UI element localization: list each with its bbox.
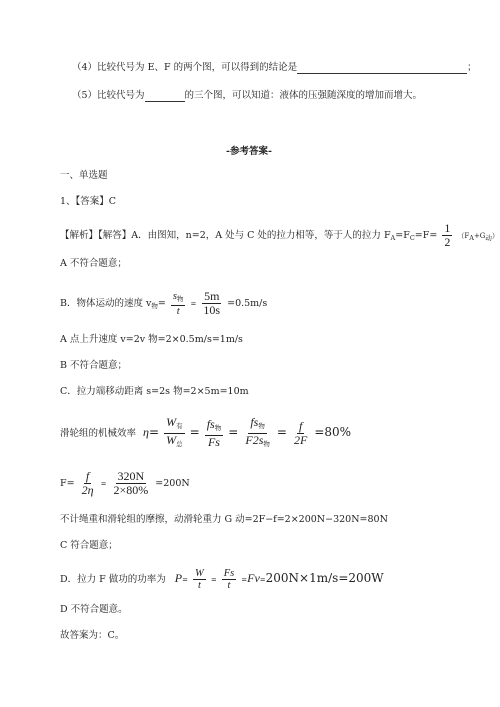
- fraction-fs-Fs: $\frac{fs_物}{Fs}$: [206, 417, 222, 449]
- question-4: （4）比较代号为 E、F 的两个图，可以得到的结论是 ；: [72, 62, 477, 73]
- fraction-320-160: $\frac{320N}{2\times 80\%}$: [113, 469, 149, 497]
- fraction-half: $\frac{1}{2}$: [444, 221, 451, 249]
- c-distance-line: C．拉力端移动距离 s=2s 物=2×5m=10m: [60, 386, 249, 397]
- answer-blank-5[interactable]: [145, 91, 185, 102]
- fraction-w-useful: $\frac{W_有}{W_总}$: [166, 415, 183, 448]
- b-velocity-line: B．物体运动的速度 $v_物=$ $\frac{s_物}{t}$ = $\frac{5m}{10s}$ =0.5m/s: [60, 289, 268, 317]
- fraction-Fs-t: $\frac{Fs}{t}$: [223, 568, 235, 591]
- friction-line: 不计绳重和滑轮组的摩擦，动滑轮重力 G 动=2F−f=2×200N−320N=80N: [60, 514, 388, 525]
- d-not-correct: D 不符合题意。: [60, 604, 128, 615]
- force-line: F= $\frac{f}{2\eta}$ = $\frac{320N}{2\times 80\%}$ =200N: [60, 469, 190, 497]
- question-4-text: （4）比较代号为 E、F 的两个图，可以得到的结论是: [72, 62, 298, 73]
- answer-title: -参考答案-: [226, 146, 272, 157]
- final-answer: 故答案为：C。: [60, 630, 125, 641]
- fraction-fs-F2s: $\frac{fs_物}{F2s_物}$: [245, 415, 270, 448]
- fraction-f-2F: $\frac{f}{2F}$: [293, 419, 308, 447]
- fraction-w-t: $\frac{W}{t}$: [195, 568, 204, 591]
- answer-blank-4[interactable]: [297, 63, 467, 74]
- a-not-correct: A 不符合题意；: [60, 258, 127, 269]
- fraction-5m-10s: $\frac{5m}{10s}$: [203, 289, 221, 317]
- b-not-correct: B 不符合题意；: [60, 360, 128, 371]
- analysis-line: 【解析】【解答】A．由图知，n=2，A 处与 C 处的拉力相等，等于人的拉力 $F_A=F_C=F=$ $\frac{1}{2}$ $(F_A+G_动)$: [60, 221, 499, 249]
- d-power-line: D．拉力 F 做功的功率为 P= $\frac{W}{t}$ = $\frac{Fs}{t}$ =Fv=200N×1m/s=200W: [60, 568, 384, 591]
- section-heading: 一、单选题: [60, 170, 108, 181]
- question-5: （5）比较代号为 的三个图，可以知道：液体的压强随深度的增加而增大。: [72, 90, 423, 101]
- fraction-s-over-t: $\frac{s_物}{t}$: [172, 290, 184, 317]
- efficiency-line: 滑轮组的机械效率 η= $\frac{W_有}{W_总}$ = $\frac{fs_物}{Fs}$ = $\frac{fs_物}{F2s_物}$ = $\frac{f}{2F}$ =80%: [60, 415, 352, 449]
- c-correct: C 符合题意；: [60, 540, 118, 551]
- fraction-f-2eta: $\frac{f}{2\eta}$: [81, 469, 94, 497]
- answer-item-1: 1、【答案】C: [60, 196, 117, 207]
- a-speed-line: A 点上升速度 v=2v 物=2×0.5m/s=1m/s: [60, 334, 243, 345]
